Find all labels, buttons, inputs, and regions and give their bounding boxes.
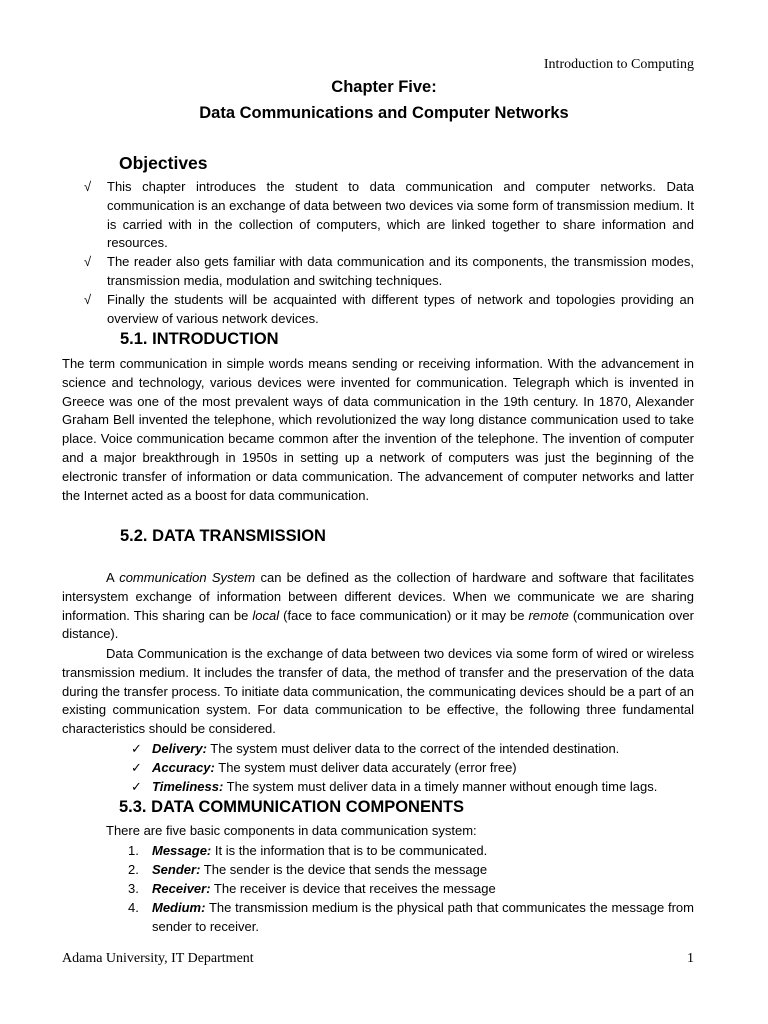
- characteristics-list: [131, 739, 694, 796]
- term-communication-system: communication System: [119, 570, 256, 585]
- characteristic-item: [131, 739, 694, 758]
- footer-institution: Adama University, IT Department: [62, 951, 254, 966]
- chapter-subject-title: Data Communications and Computer Networks: [199, 104, 569, 122]
- characteristic-text: The system must deliver data accurately (error free): [214, 760, 517, 775]
- objective-text: Finally the students will be acquainted with different types of network and topologies providing an overview of various network devices.: [107, 291, 694, 326]
- check-root-icon: √: [84, 179, 92, 194]
- component-number: 2.: [128, 862, 139, 877]
- components-list: [128, 841, 694, 936]
- characteristic-term: Timeliness:: [152, 779, 224, 794]
- introduction-paragraph: The term communication in simple words means sending or receiving information. With the advancement in science and technology, various devices were invented for communication. Telegraph which is invented in Greece was one of the most prevalent ways of data communication in the 19th century. In 1870, Alexander Graham Bell invented the telephone, which revolutionized the way long distance communication used to take place. Voice communication became common after the invention of the telephone. The invention of computer and a major breakthrough in 1950s in setting up a network of computers was just the beginning of the electronic transfer of information or data communication. The advancement of computer networks and latter the Internet acted as a boost for data communication.: [62, 356, 694, 503]
- text-run: (face to face communication) or it may be: [279, 607, 529, 623]
- section-5-1-heading: 5.1. INTRODUCTION: [120, 330, 279, 348]
- characteristic-text: The system must deliver data in a timely manner without enough time lags.: [223, 779, 658, 794]
- checkmark-icon: ✓: [131, 760, 142, 775]
- text-run: (communication over distance).: [62, 607, 694, 642]
- component-text: The receiver is device that receives the message: [210, 881, 496, 896]
- characteristic-item: [131, 758, 694, 777]
- objectives-list: [80, 178, 694, 328]
- component-text: It is the information that is to be communicated.: [211, 843, 488, 858]
- page-number: 1: [687, 951, 694, 966]
- text-run: can be defined as the collection of hardware and software that facilitates intersystem exchange of information between different devices. When we communicate we are sharing information. This sharing can be: [62, 570, 694, 623]
- component-text: The sender is the device that sends the message: [200, 862, 488, 877]
- component-term: Message:: [152, 843, 212, 858]
- component-term: Medium:: [152, 900, 206, 915]
- check-root-icon: √: [84, 254, 92, 270]
- chapter-number-title: Chapter Five:: [331, 78, 437, 96]
- objective-item: [80, 178, 694, 253]
- component-text: The transmission medium is the physical path that communicates the message from sender to receiver.: [152, 900, 694, 934]
- component-term: Receiver:: [152, 881, 211, 896]
- component-item: [128, 841, 694, 860]
- checkmark-icon: ✓: [131, 741, 142, 756]
- running-header: Introduction to Computing: [543, 57, 694, 72]
- objective-text: This chapter introduces the student to data communication and computer networks. Data communication is an exchange of data between two devices via some form of transmission medium. It is carried with in the collection of computers, which are linked together to share information and resources.: [107, 179, 694, 251]
- component-number: 3.: [128, 881, 139, 896]
- characteristic-term: Delivery:: [152, 741, 207, 756]
- component-item: [128, 860, 694, 879]
- check-root-icon: √: [84, 291, 92, 307]
- objective-text: The reader also gets familiar with data communication and its components, the transmission modes, transmission media, modulation and switching techniques.: [107, 254, 694, 288]
- characteristic-item: [131, 777, 694, 796]
- section-5-3-heading: 5.3. DATA COMMUNICATION COMPONENTS: [119, 798, 464, 816]
- text-run: A: [106, 570, 120, 585]
- communication-system-paragraph: [62, 569, 694, 644]
- component-number: 1.: [128, 843, 139, 858]
- data-communication-paragraph: Data Communication is the exchange of data between two devices via some form of wired or wireless transmission medium. It includes the transfer of data, the method of transfer and the preservation of the data during the transfer process. To initiate data communication, the communicating devices should be a part of an existing communication system. For data communication to be effective, the following three fundamental characteristics should be considered.: [62, 646, 694, 737]
- component-item: [128, 879, 694, 898]
- components-intro: There are five basic components in data communication system:: [106, 823, 477, 838]
- term-remote: remote: [528, 607, 569, 623]
- characteristic-text: The system must deliver data to the correct of the intended destination.: [206, 741, 620, 756]
- component-number: 4.: [128, 900, 139, 915]
- term-local: local: [252, 607, 280, 623]
- section-5-2-heading: 5.2. DATA TRANSMISSION: [120, 527, 326, 545]
- objectives-heading: Objectives: [119, 153, 208, 173]
- component-item: [128, 898, 694, 936]
- characteristic-term: Accuracy:: [152, 760, 215, 775]
- component-term: Sender:: [152, 862, 201, 877]
- objective-item: [80, 253, 694, 291]
- objective-item: [80, 291, 694, 329]
- checkmark-icon: ✓: [131, 779, 142, 794]
